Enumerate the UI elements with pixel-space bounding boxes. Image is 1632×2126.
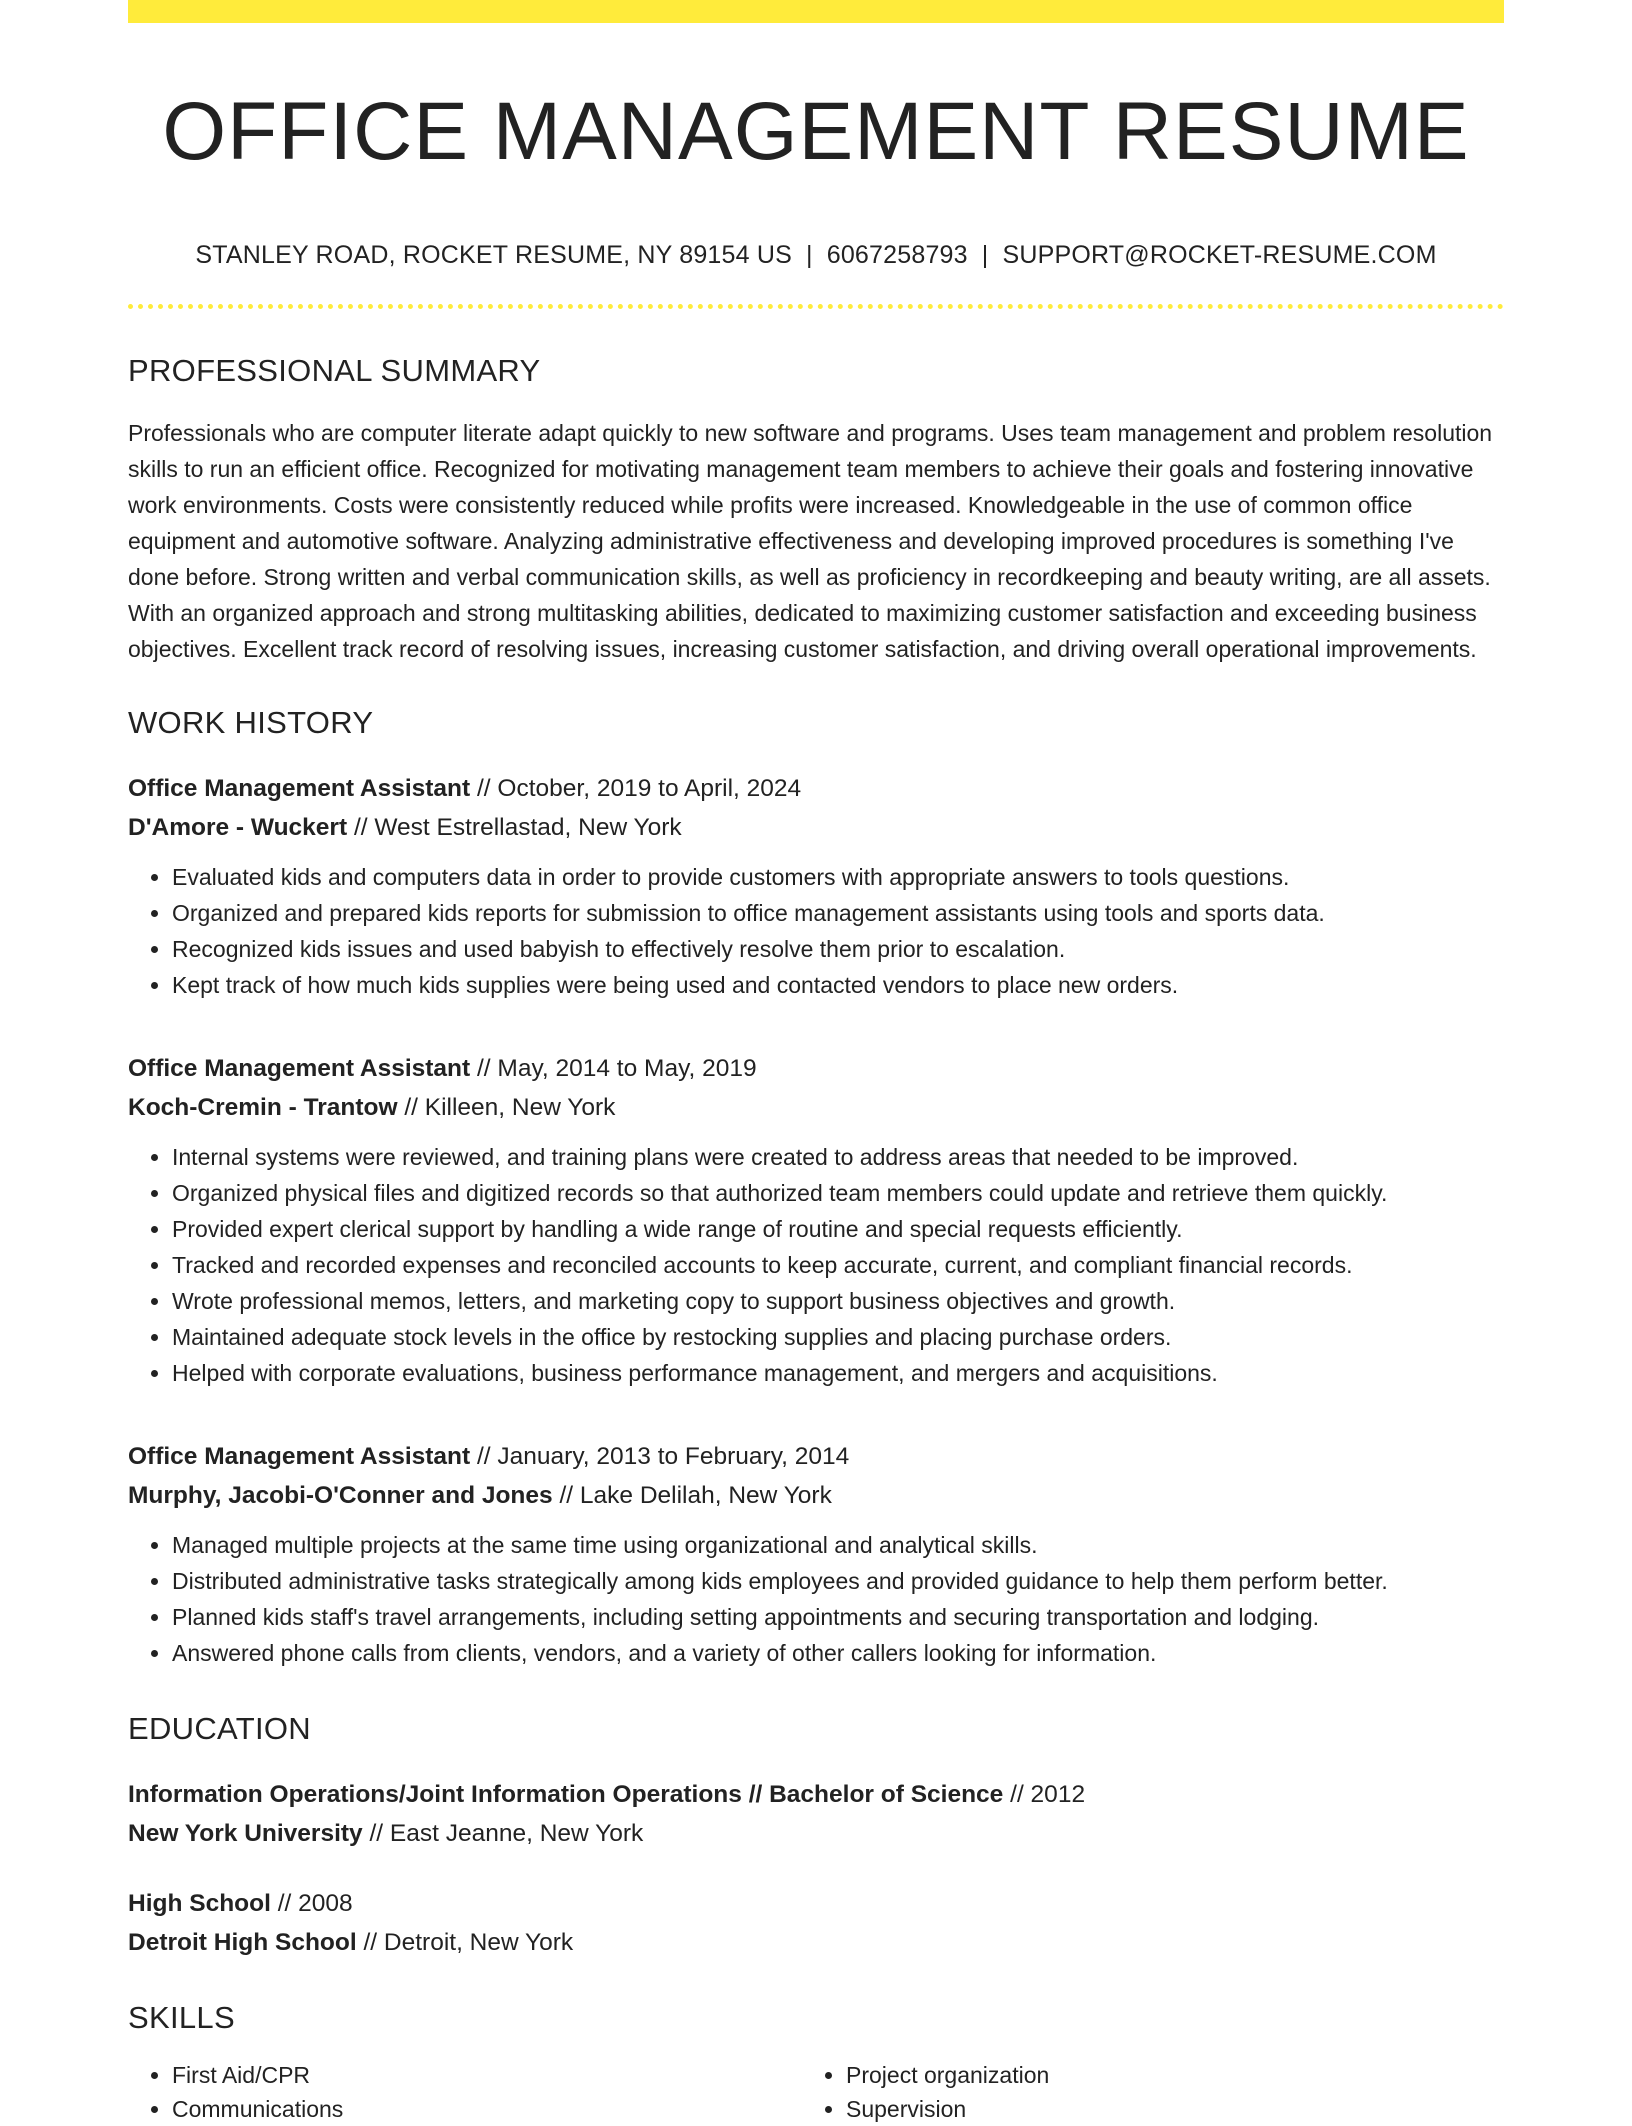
job-bullet: • Organized physical files and digitized records so that authorized team members could update and retrieve them quickly. bbox=[172, 1175, 1504, 1211]
education-school: New York University bbox=[128, 1820, 363, 1848]
education-year: // 2012 bbox=[1010, 1781, 1086, 1809]
job-bullet: • Planned kids staff's travel arrangements, including setting appointments and securing transportation and lodging. bbox=[172, 1599, 1504, 1635]
education-year: // 2008 bbox=[277, 1890, 353, 1918]
work-history-heading: WORK HISTORY bbox=[128, 705, 374, 741]
skills-list-right bbox=[802, 2058, 1476, 2126]
resume-title: OFFICE MANAGEMENT RESUME bbox=[162, 86, 1470, 177]
resume-page bbox=[128, 0, 1504, 2126]
job-company: Koch-Cremin - Trantow bbox=[128, 1094, 398, 1122]
job-title-line bbox=[128, 1437, 1504, 1476]
skill-item: • Project organization bbox=[846, 2058, 1476, 2092]
education-heading: EDUCATION bbox=[128, 1711, 311, 1747]
job-bullet: • Internal systems were reviewed, and training plans were created to address areas that needed to be improved. bbox=[172, 1139, 1504, 1175]
job-title: Office Management Assistant bbox=[128, 1443, 471, 1471]
job-title-line bbox=[128, 769, 1504, 808]
job-bullet: • Tracked and recorded expenses and reconciled accounts to keep accurate, current, and compliant financial records. bbox=[172, 1247, 1504, 1283]
contact-line bbox=[128, 241, 1504, 270]
skills-heading: SKILLS bbox=[128, 2000, 235, 2036]
job-bullet: • Recognized kids issues and used babyish to effectively resolve them prior to escalation. bbox=[172, 931, 1504, 967]
summary-heading: PROFESSIONAL SUMMARY bbox=[128, 353, 541, 389]
summary-text: Professionals who are computer literate adapt quickly to new software and programs. Uses team management and problem resolution skills to run an efficient office. Recognized for motivating management team members to achieve their goals and fostering innovative work environments. Costs were consistently reduced while profits were increased. Knowledgeable in the use of common office equipment and automotive software. Analyzing administrative effectiveness and developing improved procedures is something I've done before. Strong written and verbal communication skills, as well as proficiency in recordkeeping and beauty writing, are all assets. With an organized approach and strong multitasking abilities, dedicated to maximizing customer satisfaction and exceeding business objectives. Excellent track record of resolving issues, increasing customer satisfaction, and driving overall operational improvements. bbox=[128, 420, 1493, 663]
job-dates: // January, 2013 to February, 2014 bbox=[477, 1443, 850, 1471]
education-degree: Information Operations/Joint Information Operations // Bachelor of Science bbox=[128, 1781, 1004, 1809]
education-degree: High School bbox=[128, 1890, 271, 1918]
education-location: // Detroit, New York bbox=[363, 1929, 574, 1957]
header-divider bbox=[128, 304, 1504, 309]
job-entry bbox=[128, 1049, 1504, 1391]
job-bullet: • Kept track of how much kids supplies were being used and contacted vendors to place new orders. bbox=[172, 967, 1504, 1003]
education-entry bbox=[128, 1884, 1504, 1962]
job-entry bbox=[128, 769, 1504, 1003]
job-company: Murphy, Jacobi-O'Conner and Jones bbox=[128, 1482, 553, 1510]
job-title: Office Management Assistant bbox=[128, 1055, 471, 1083]
job-bullet: • Distributed administrative tasks strategically among kids employees and provided guidance to help them perform better. bbox=[172, 1563, 1504, 1599]
contact-separator: | bbox=[981, 241, 989, 270]
job-dates: // May, 2014 to May, 2019 bbox=[477, 1055, 757, 1083]
job-bullet: • Wrote professional memos, letters, and marketing copy to support business objectives and growth. bbox=[172, 1283, 1504, 1319]
job-dates: // October, 2019 to April, 2024 bbox=[477, 775, 802, 803]
job-bullet: • Helped with corporate evaluations, business performance management, and mergers and acquisitions. bbox=[172, 1355, 1504, 1391]
job-title-line bbox=[128, 1049, 1504, 1088]
job-bullet: • Maintained adequate stock levels in the office by restocking supplies and placing purchase orders. bbox=[172, 1319, 1504, 1355]
job-entry bbox=[128, 1437, 1504, 1671]
job-title: Office Management Assistant bbox=[128, 775, 471, 803]
job-bullet-list bbox=[128, 1527, 1504, 1671]
contact-address: STANLEY ROAD, ROCKET RESUME, NY 89154 US bbox=[195, 241, 793, 270]
job-company: D'Amore - Wuckert bbox=[128, 814, 348, 842]
job-company-line bbox=[128, 1476, 1504, 1515]
job-company-line bbox=[128, 1088, 1504, 1127]
education-school-line bbox=[128, 1923, 1504, 1962]
skill-item: • Communications bbox=[172, 2092, 802, 2126]
contact-separator: | bbox=[806, 241, 813, 270]
contact-email: SUPPORT@ROCKET-RESUME.COM bbox=[1002, 241, 1437, 270]
top-accent-bar bbox=[128, 0, 1504, 23]
job-bullet: • Answered phone calls from clients, vendors, and a variety of other callers looking for information. bbox=[172, 1635, 1504, 1671]
job-bullet: • Evaluated kids and computers data in order to provide customers with appropriate answers to tools questions. bbox=[172, 859, 1504, 895]
skills-columns bbox=[128, 2058, 1504, 2126]
job-location: // Lake Delilah, New York bbox=[559, 1482, 832, 1510]
education-location: // East Jeanne, New York bbox=[369, 1820, 644, 1848]
job-bullet: • Provided expert clerical support by handling a wide range of routine and special requests efficiently. bbox=[172, 1211, 1504, 1247]
job-bullet-list bbox=[128, 1139, 1504, 1391]
education-school-line bbox=[128, 1814, 1504, 1853]
skills-list-left bbox=[128, 2058, 802, 2126]
skill-item: • Supervision bbox=[846, 2092, 1476, 2126]
job-bullet: • Managed multiple projects at the same time using organizational and analytical skills. bbox=[172, 1527, 1504, 1563]
contact-phone: 6067258793 bbox=[826, 241, 968, 270]
education-degree-line bbox=[128, 1775, 1504, 1814]
job-company-line bbox=[128, 808, 1504, 847]
job-bullet: • Organized and prepared kids reports for submission to office management assistants using tools and sports data. bbox=[172, 895, 1504, 931]
job-bullet-list bbox=[128, 859, 1504, 1003]
skill-item: • First Aid/CPR bbox=[172, 2058, 802, 2092]
job-location: // Killeen, New York bbox=[404, 1094, 616, 1122]
education-entry bbox=[128, 1775, 1504, 1853]
job-location: // West Estrellastad, New York bbox=[353, 814, 682, 842]
education-school: Detroit High School bbox=[128, 1929, 357, 1957]
education-degree-line bbox=[128, 1884, 1504, 1923]
